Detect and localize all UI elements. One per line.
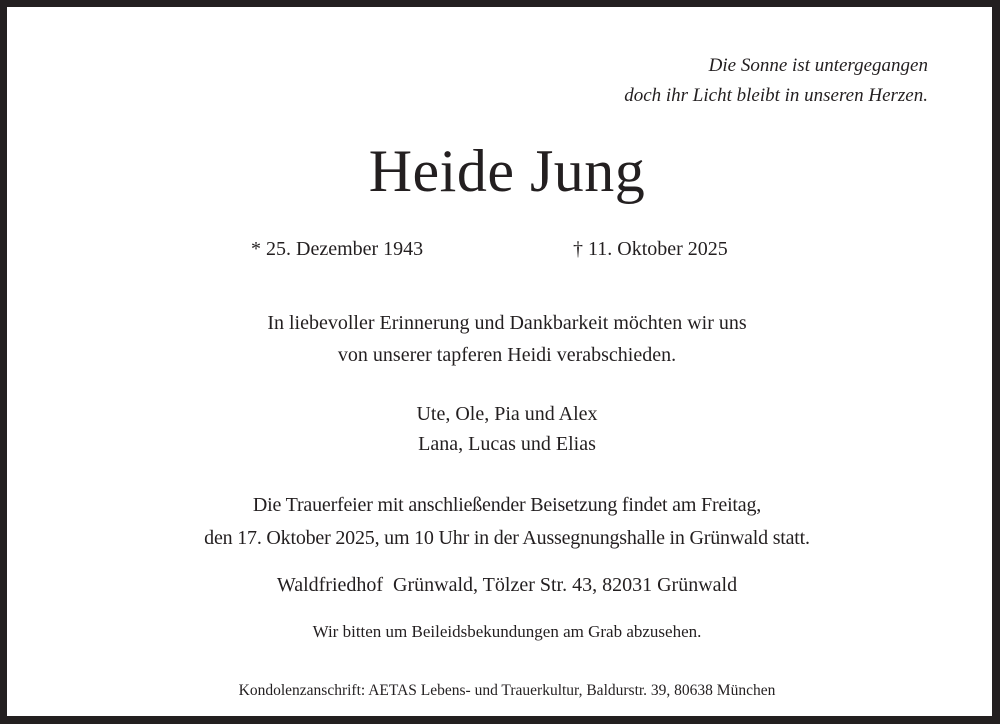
condolence-request: Wir bitten um Beileidsbekundungen am Grab abzusehen.: [312, 622, 702, 641]
motto-quote: [624, 51, 928, 111]
ceremony-info: [7, 489, 1000, 555]
condolence-address: Kondolenzanschrift: AETAS Lebens- und Trauerkultur, Baldurstr. 39, 80638 München: [238, 682, 776, 699]
family-line-1: Ute, Ole, Pia und Alex: [416, 403, 598, 425]
motto-line-1: Die Sonne ist untergegangen: [708, 55, 928, 76]
farewell-line-1: In liebevoller Erinnerung und Dankbarkeit möchten wir uns: [267, 312, 747, 334]
cemetery-address: Waldfriedhof Grünwald, Tölzer Str. 43, 82031 Grünwald: [276, 574, 738, 596]
ceremony-line-2: den 17. Oktober 2025, um 10 Uhr in der Aussegnungshalle in Grünwald statt.: [204, 527, 810, 549]
deceased-name: Heide Jung: [368, 138, 646, 204]
motto-line-2: doch ihr Licht bleibt in unseren Herzen.: [624, 85, 928, 106]
farewell-line-2: von unserer tapferen Heidi verabschieden.: [337, 344, 677, 366]
death-date: † 11. Oktober 2025: [573, 238, 728, 260]
family-line-2: Lana, Lucas und Elias: [418, 433, 596, 455]
farewell-message: [7, 307, 1000, 371]
birth-date: * 25. Dezember 1943: [251, 238, 424, 260]
family-signatures: [7, 399, 1000, 459]
ceremony-line-1: Die Trauerfeier mit anschließender Beisetzung findet am Freitag,: [252, 494, 762, 516]
